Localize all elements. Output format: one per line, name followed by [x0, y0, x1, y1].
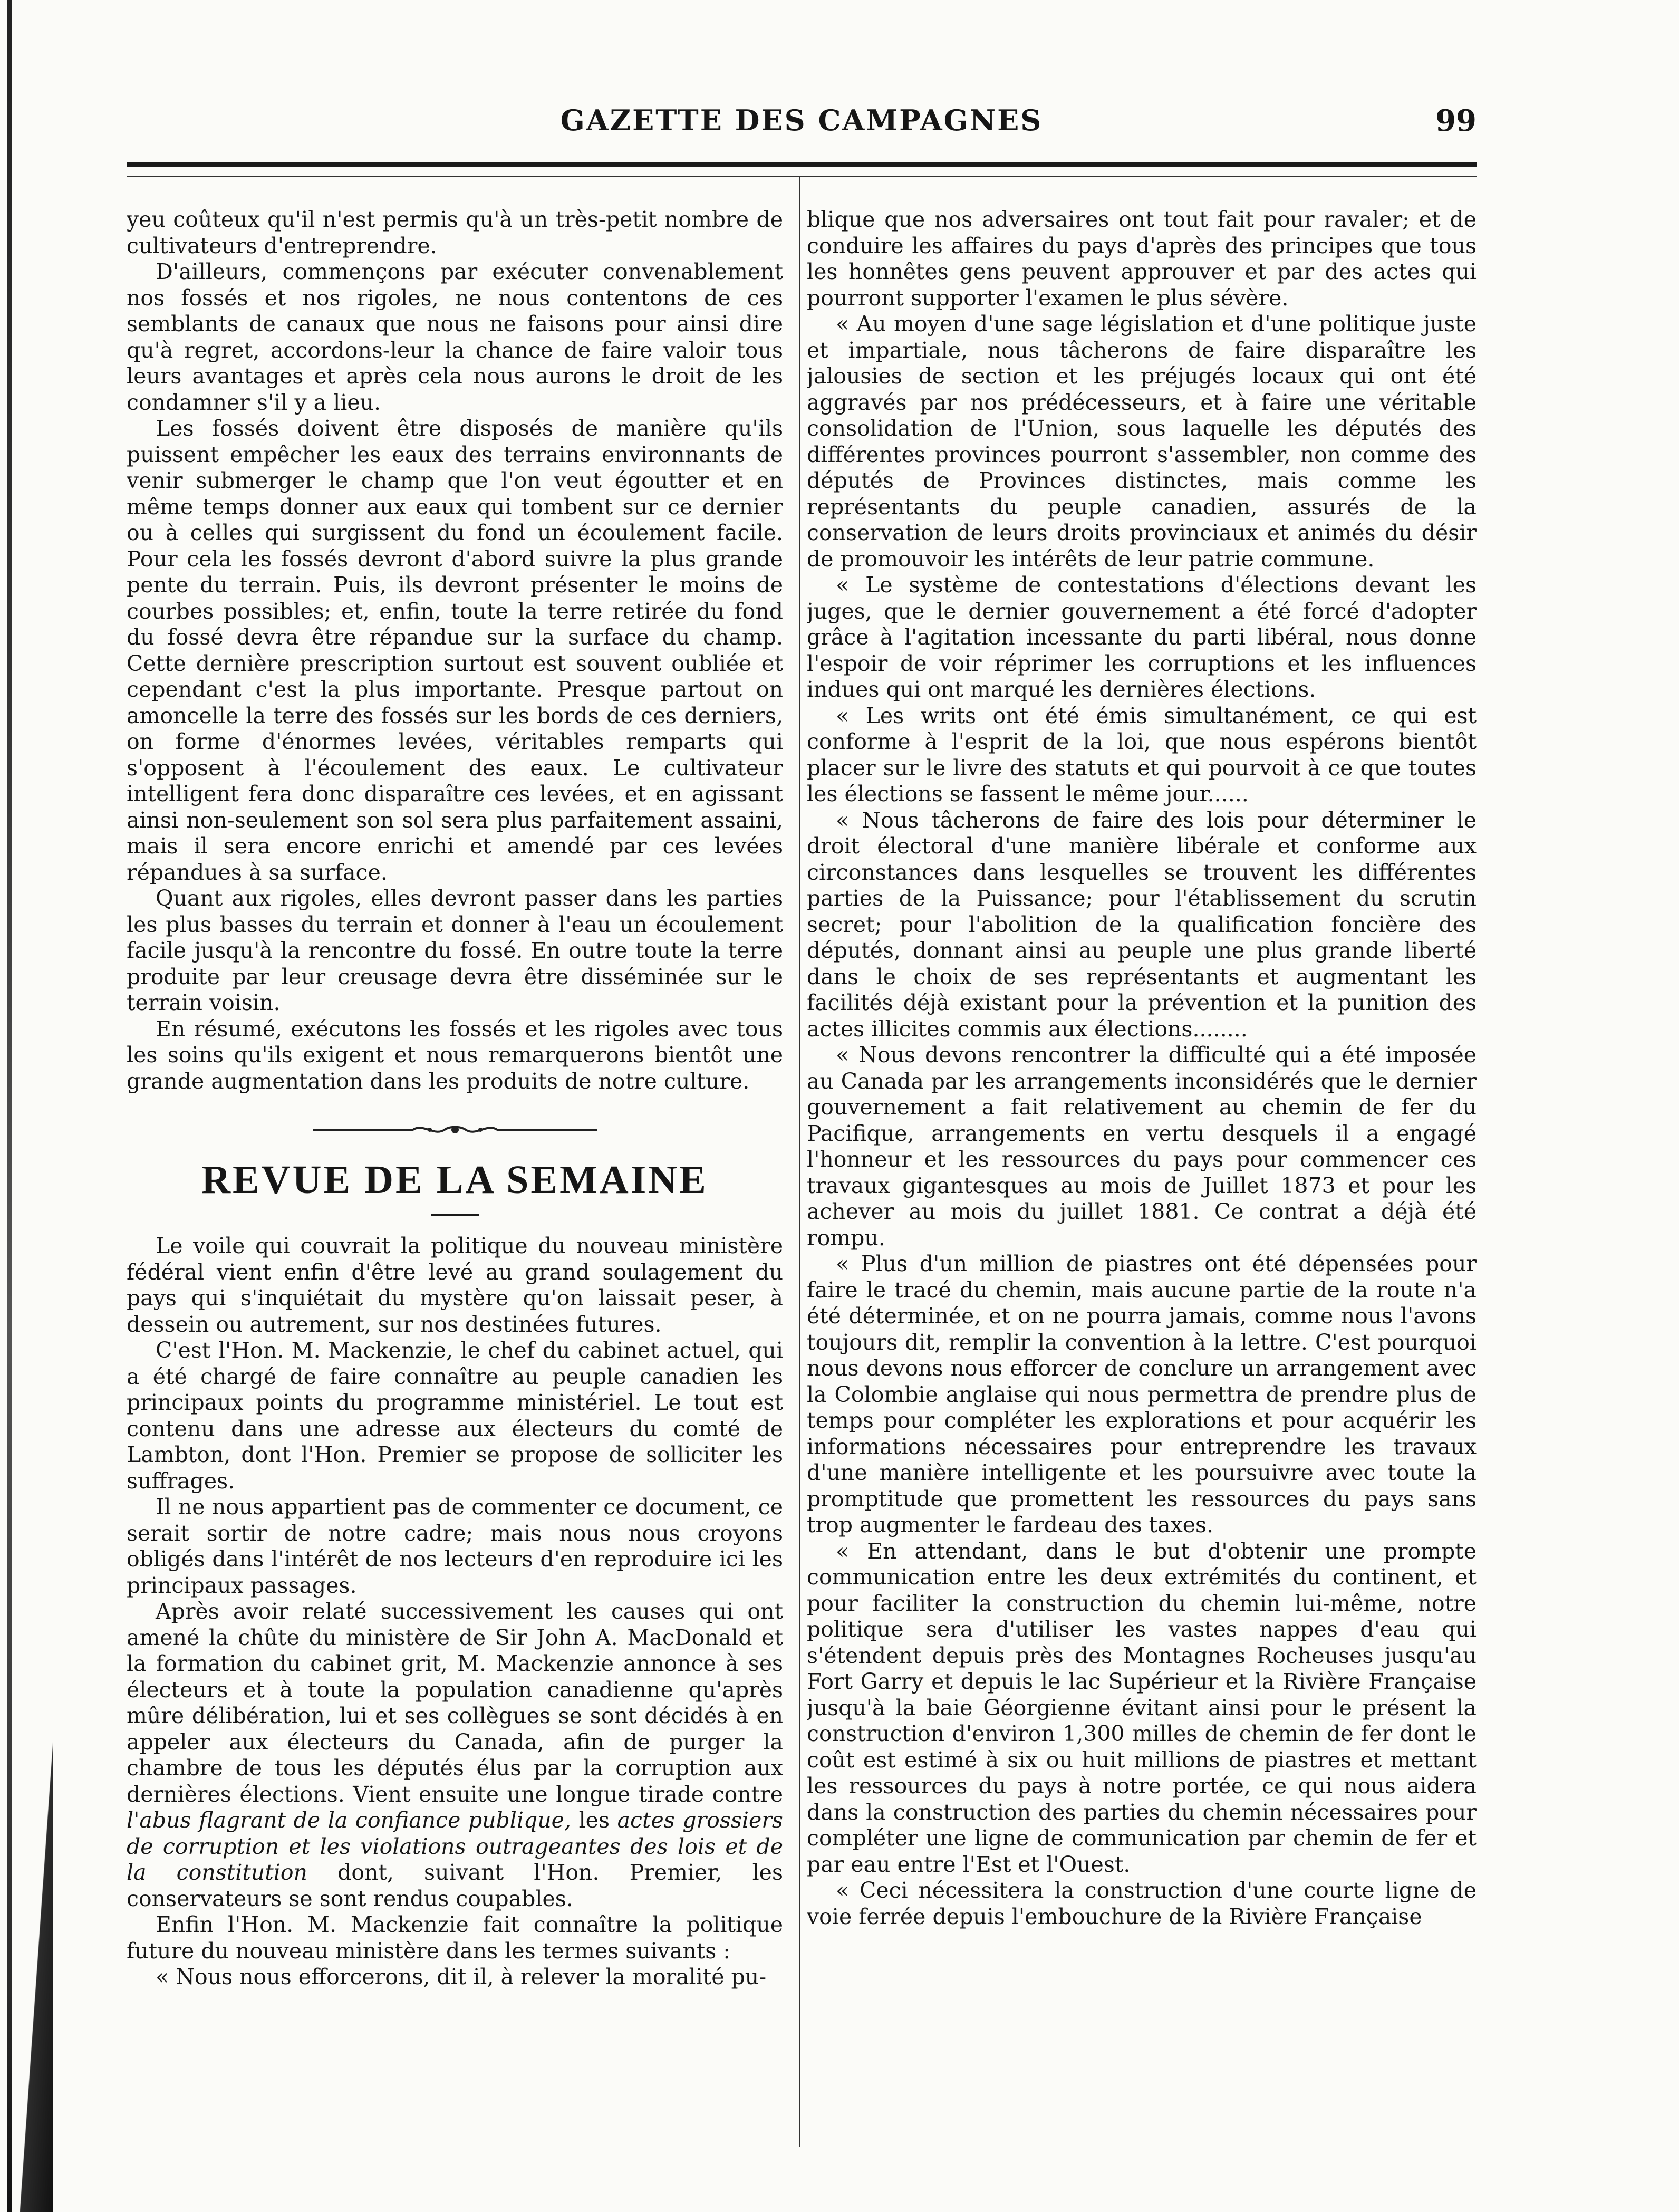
page-number: 99	[1435, 103, 1477, 138]
paragraph: Les fossés doivent être disposés de manière qu'ils puissent empêcher les eaux des terrains environnants de venir submerger le champ que l'on veut égoutter et en même temps donner aux eaux qui tombent sur ce dernier ou à celles qui surgissent du fond un écoulement facile. Pour cela les fossés devront d'abord suivre la plus grande pente du terrain. Puis, ils devront présenter le moins de courbes possibles; et, enfin, toute la terre retirée du fond du fossé devra être répandue sur la surface du champ. Cette dernière prescription surtout est souvent oubliée et cependant c'est la plus importante. Presque partout on amoncelle la terre des fossés sur les bords de ces derniers, on forme d'énormes levées, véritables remparts qui s'opposent à l'écoulement des eaux. Le cultivateur intelligent fera donc disparaître ces levées, et en agissant ainsi non-seulement son sol sera plus parfaitement assaini, mais il sera encore enrichi et amendé par ces levées répandues à sa surface.	[127, 416, 783, 885]
paragraph: Il ne nous appartient pas de commenter ce document, ce serait sortir de notre cadre; mais nous nous croyons obligés dans l'intérêt de nos lecteurs d'en reproduire ici les principaux passages.	[127, 1494, 783, 1598]
paragraph: En résumé, exécutons les fossés et les rigoles avec tous les soins qu'ils exigent et nous remarquerons bientôt une grande augmentation dans les produits de notre culture.	[127, 1016, 783, 1094]
paragraph: D'ailleurs, commençons par exécuter convenablement nos fossés et nos rigoles, ne nous contentons de ces semblants de canaux que nous ne faisons pour ainsi dire qu'à regret, accordons-leur la chance de faire valoir tous leurs avantages et après cela nous aurons le droit de les condamner s'il y a lieu.	[127, 259, 783, 415]
column-divider	[799, 177, 800, 2147]
paragraph-text: dont, suivant l'Hon. Premier, les conservateurs se sont rendus coupables.	[127, 1860, 783, 1911]
left-column	[127, 207, 783, 2169]
paragraph: « Nous tâcherons de faire des lois pour déterminer le droit électoral d'une manière libérale et conforme aux circonstances dans lesquelles se trouvent les différentes parties de la Puissance; pour l'établissement du scrutin secret; pour l'abolition de la qualification foncière des députés, donnant ainsi au peuple une plus grande liberté dans le choix de ses représentants et augmentant les facilités déjà existant pour la prévention et la punition des actes illicites commis aux élections........	[807, 807, 1477, 1042]
connector-text: les	[578, 1807, 610, 1833]
heading-rule	[431, 1214, 479, 1216]
paragraph: « Ceci nécessitera la construction d'une courte ligne de voie ferrée depuis l'embouchure de la Rivière Française	[807, 1878, 1477, 1929]
paragraph: « Le système de contestations d'élections devant les juges, que le dernier gouvernement a été forcé d'adopter grâce à l'agitation incessante du parti libéral, nous donne l'espoir de voir réprimer les corruptions et les influences indues qui ont marqué les dernières élections.	[807, 572, 1477, 702]
paragraph-text: Après avoir relaté successivement les causes qui ont amené la chûte du ministère de Sir John A. MacDonald et la formation du cabinet grit, M. Mackenzie annonce à ses électeurs et à toute la population canadienne qu'après mûre délibération, lui et ses collègues se sont décidés à en appeler aux électeurs du Canada, afin de purger la chambre de tous les députés élus par la corruption aux dernières élections. Vient ensuite une longue tirade contre	[127, 1599, 783, 1807]
paragraph: Enfin l'Hon. M. Mackenzie fait connaître la politique future du nouveau ministère dans les termes suivants :	[127, 1912, 783, 1964]
paragraph: « Nous nous efforcerons, dit il, à relever la moralité pu-	[156, 1964, 767, 1989]
italic-phrase: actes grossiers de corruption et les violations outrageantes des lois et de la constitution	[127, 1807, 783, 1885]
paragraph: « En attendant, dans le but d'obtenir une prompte communication entre les deux extrémités du continent, et pour faciliter la construction du chemin lui-même, notre politique sera d'utiliser les vastes nappes d'eau qui s'étendent depuis près des Montagnes Rocheuses jusqu'au Fort Garry et depuis le lac Supérieur et la Rivière Française jusqu'à la baie Géorgienne évitant ainsi pour le présent la construction d'environ 1,300 milles de chemin de fer dont le coût est estimé à six ou huit millions de piastres et mettant les ressources du pays à notre portée, ce qui nous aidera dans la construction des parties du chemin nécessaires pour compléter une ligne de communication par chemin de fer et par eau entre l'Est et l'Ouest.	[807, 1538, 1477, 1877]
section-ornament	[127, 1122, 783, 1138]
paragraph: yeu coûteux qu'il n'est permis qu'à un très-petit nombre de cultivateurs d'entreprendre.	[127, 207, 783, 258]
scan-binding-edge	[7, 0, 12, 2212]
paragraph: « Au moyen d'une sage législation et d'une politique juste et impartiale, nous tâcherons de faire disparaître les jalousies de section et les préjugés locaux qui ont été aggravés par nos prédécesseurs, et à faire une véritable consolidation de l'Union, sous laquelle les députés des différentes provinces pourront s'assembler, non comme des députés de Provinces distinctes, mais comme les représentants du peuple canadien, assurés de la conservation de leurs droits provinciaux et animés du désir de promouvoir les intérêts de leur patrie commune.	[807, 311, 1477, 572]
header-rule	[127, 162, 1477, 177]
italic-phrase: l'abus flagrant de la confiance publique,	[127, 1807, 571, 1833]
page-header	[127, 103, 1477, 156]
newspaper-title: GAZETTE DES CAMPAGNES	[560, 103, 1043, 137]
paragraph: « Nous devons rencontrer la difficulté qui a été imposée au Canada par les arrangements inconsidérés que le dernier gouvernement a fait relativement au chemin de fer du Pacifique, arrangements en vertu desquels il a engagé l'honneur et les ressources du pays pour commencer ces travaux gigantesques au mois de Juillet 1873 et pour les achever au mois du juillet 1881. Ce contrat a déjà été rompu.	[807, 1042, 1477, 1251]
paragraph: « Plus d'un million de piastres ont été dépensées pour faire le tracé du chemin, mais aucune partie de la route n'a été déterminée, et on ne pourra jamais, comme nous l'avons toujours dit, remplir la convention à la lettre. C'est pourquoi nous devons nous efforcer de conclure un arrangement avec la Colombie anglaise qui nous permettra de prendre plus de temps pour compléter les explorations et pour acquérir les informations nécessaires pour entreprendre les travaux d'une manière intelligente et les poursuivre avec toute la promptitude que promettent les ressources du pays sans trop augmenter le fardeau des taxes.	[807, 1251, 1477, 1537]
paragraph: « Les writs ont été émis simultanément, ce qui est conforme à l'esprit de la loi, que nous espérons bientôt placer sur le livre des statuts et qui pourvoit à ce que toutes les élections se fassent le même jour......	[807, 703, 1477, 806]
paragraph: C'est l'Hon. M. Mackenzie, le chef du cabinet actuel, qui a été chargé de faire connaître au peuple canadien les principaux points du programme ministériel. Le tout est contenu dans une adresse aux électeurs du comté de Lambton, dont l'Hon. Premier se propose de solliciter les suffrages.	[127, 1338, 783, 1494]
paragraph: Le voile qui couvrait la politique du nouveau ministère fédéral vient enfin d'être levé au grand soulagement du pays qui s'inquiétait du mystère qu'on laissait peser, à dessein ou autrement, sur nos destinées futures.	[127, 1233, 783, 1337]
paragraph: blique que nos adversaires ont tout fait pour ravaler; et de conduire les affaires du pays d'après des principes que tous les honnêtes gens peuvent approuver et par des actes qui pourront supporter l'examen le plus sévère.	[807, 207, 1477, 311]
paragraph: Quant aux rigoles, elles devront passer dans les parties les plus basses du terrain et donner à l'eau un écoulement facile jusqu'à la rencontre du fossé. En outre toute la terre produite par leur creusage devra être disséminée sur le terrain voisin.	[127, 886, 783, 1015]
paragraph	[127, 1599, 783, 1912]
scan-corner-shadow	[16, 1688, 53, 2212]
section-heading: REVUE DE LA SEMAINE	[201, 1158, 708, 1202]
right-column	[807, 207, 1477, 2169]
